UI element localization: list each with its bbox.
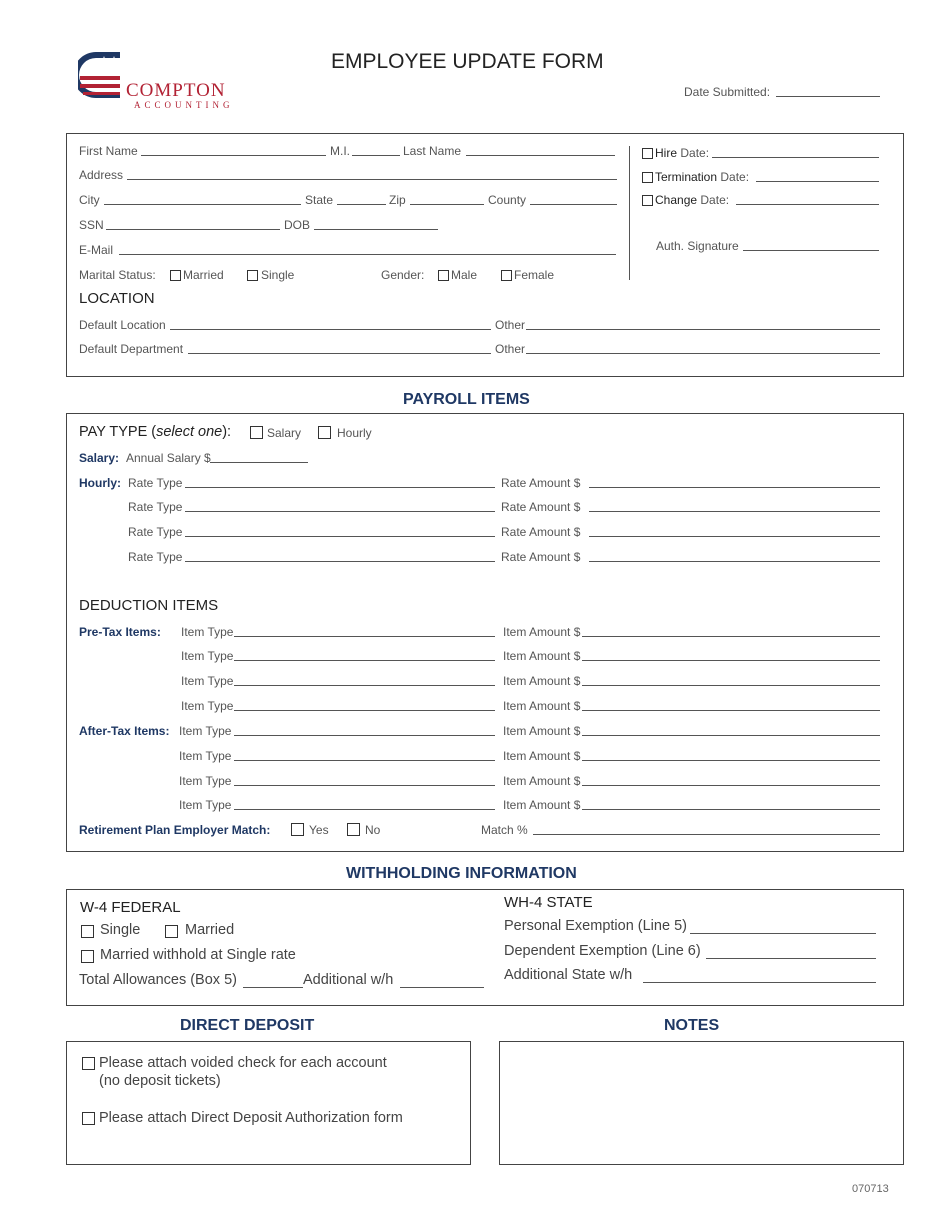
item-amount-label: Item Amount $ <box>503 724 581 738</box>
last-name-label: Last Name <box>403 144 462 158</box>
dob-label: DOB <box>284 218 311 232</box>
retirement-yes-label: Yes <box>309 823 329 837</box>
auth-signature-field[interactable] <box>743 250 879 251</box>
pay-type-heading: PAY TYPE (select one): <box>79 424 232 440</box>
direct-deposit-heading: DIRECT DEPOSIT <box>180 1017 315 1034</box>
item-type-field[interactable] <box>234 660 495 661</box>
rate-amount-field[interactable] <box>589 536 880 537</box>
item-amount-field[interactable] <box>582 685 880 686</box>
rate-amount-field[interactable] <box>589 511 880 512</box>
item-type-label: Item Type <box>179 724 232 738</box>
logo-name: COMPTON <box>126 80 226 101</box>
retirement-no-label: No <box>365 823 381 837</box>
rate-type-field[interactable] <box>185 561 495 562</box>
retirement-match-label: Retirement Plan Employer Match: <box>79 823 271 837</box>
hire-date-field[interactable] <box>712 157 879 158</box>
termination-date-field[interactable] <box>756 181 879 182</box>
match-percent-field[interactable] <box>533 834 880 835</box>
dependent-exemption-label: Dependent Exemption (Line 6) <box>504 943 701 959</box>
logo-c-icon <box>78 50 124 100</box>
federal-single-label: Single <box>100 922 141 938</box>
zip-field[interactable] <box>410 204 484 205</box>
voided-check-checkbox[interactable] <box>82 1057 95 1070</box>
rate-amount-label: Rate Amount $ <box>501 500 581 514</box>
email-label: E-Mail <box>79 243 114 257</box>
gender-label: Gender: <box>381 268 425 282</box>
authorization-form-checkbox[interactable] <box>82 1112 95 1125</box>
salary-checkbox[interactable] <box>250 426 263 439</box>
hire-label: Hire <box>655 146 678 160</box>
additional-state-label: Additional State w/h <box>504 967 633 983</box>
address-label: Address <box>79 168 124 182</box>
male-label: Male <box>451 268 478 282</box>
marital-status-label: Marital Status: <box>79 268 156 282</box>
item-type-label: Item Type <box>181 649 234 663</box>
notes-heading: NOTES <box>664 1017 720 1034</box>
rate-type-label: Rate Type <box>128 476 183 490</box>
item-type-label: Item Type <box>181 674 234 688</box>
default-department-field[interactable] <box>188 353 491 354</box>
date-submitted-field[interactable] <box>776 96 880 97</box>
w4-federal-heading: W-4 FEDERAL <box>80 899 181 916</box>
rate-amount-field[interactable] <box>589 487 880 488</box>
hourly-row-label: Hourly: <box>79 476 121 490</box>
federal-married-checkbox[interactable] <box>165 925 178 938</box>
city-field[interactable] <box>104 204 301 205</box>
rate-type-field[interactable] <box>185 536 495 537</box>
employee-info-section <box>66 133 904 377</box>
hourly-checkbox[interactable] <box>318 426 331 439</box>
mi-field[interactable] <box>352 155 400 156</box>
dependent-exemption-field[interactable] <box>706 958 876 959</box>
single-label: Single <box>261 268 295 282</box>
termination-date-text: Date: <box>720 170 750 184</box>
voided-check-label: Please attach voided check for each account <box>99 1055 387 1071</box>
first-name-label: First Name <box>79 144 138 158</box>
item-type-label: Item Type <box>181 625 234 639</box>
male-checkbox[interactable] <box>438 270 449 281</box>
rate-amount-field[interactable] <box>589 561 880 562</box>
federal-married-label: Married <box>185 922 235 938</box>
rate-type-label: Rate Type <box>128 500 183 514</box>
company-logo <box>78 50 248 112</box>
item-amount-field[interactable] <box>582 785 880 786</box>
authorization-form-label: Please attach Direct Deposit Authorization form <box>99 1110 403 1126</box>
department-other-field[interactable] <box>526 353 880 354</box>
change-date-field[interactable] <box>736 204 879 205</box>
wh4-state-heading: WH-4 STATE <box>504 894 593 911</box>
location-other-label: Other <box>495 318 526 332</box>
rate-amount-label: Rate Amount $ <box>501 550 581 564</box>
county-label: County <box>488 193 527 207</box>
hourly-option-label: Hourly <box>337 426 372 440</box>
email-field[interactable] <box>119 254 616 255</box>
married-single-rate-checkbox[interactable] <box>81 950 94 963</box>
default-location-field[interactable] <box>170 329 491 330</box>
deduction-items-heading: DEDUCTION ITEMS <box>79 597 219 614</box>
pay-type-label: PAY TYPE <box>79 424 148 440</box>
default-location-label: Default Location <box>79 318 166 332</box>
state-label: State <box>305 193 334 207</box>
personal-exemption-label: Personal Exemption (Line 5) <box>504 918 687 934</box>
match-percent-label: Match % <box>481 823 528 837</box>
annual-salary-label: Annual Salary $ <box>126 451 211 465</box>
item-type-field[interactable] <box>234 760 495 761</box>
auth-signature-label: Auth. Signature <box>656 239 739 253</box>
item-amount-field[interactable] <box>582 636 880 637</box>
city-label: City <box>79 193 100 207</box>
item-amount-field[interactable] <box>582 809 880 810</box>
default-department-label: Default Department <box>79 342 184 356</box>
item-amount-field[interactable] <box>582 760 880 761</box>
select-one-note: select one <box>156 424 223 440</box>
item-amount-label: Item Amount $ <box>503 749 581 763</box>
page-title: EMPLOYEE UPDATE FORM <box>331 50 604 73</box>
item-type-field[interactable] <box>234 785 495 786</box>
item-amount-field[interactable] <box>582 710 880 711</box>
item-type-field[interactable] <box>234 710 495 711</box>
salary-option-label: Salary <box>267 426 302 440</box>
salary-row-label: Salary: <box>79 451 120 465</box>
payroll-items-heading: PAYROLL ITEMS <box>403 391 530 408</box>
change-date-label <box>655 193 729 207</box>
total-allowances-label: Total Allowances (Box 5) <box>79 972 237 988</box>
item-type-field[interactable] <box>234 735 495 736</box>
dob-field[interactable] <box>314 229 438 230</box>
zip-label: Zip <box>389 193 406 207</box>
item-amount-field[interactable] <box>582 660 880 661</box>
item-type-label: Item Type <box>179 774 232 788</box>
state-field[interactable] <box>337 204 386 205</box>
federal-single-checkbox[interactable] <box>81 925 94 938</box>
item-amount-label: Item Amount $ <box>503 798 581 812</box>
item-amount-field[interactable] <box>582 735 880 736</box>
after-tax-label: After-Tax Items: <box>79 724 170 738</box>
additional-wh-field[interactable] <box>400 987 484 988</box>
last-name-field[interactable] <box>466 155 615 156</box>
first-name-field[interactable] <box>141 155 326 156</box>
married-checkbox[interactable] <box>170 270 181 281</box>
item-amount-label: Item Amount $ <box>503 649 581 663</box>
rate-amount-label: Rate Amount $ <box>501 525 581 539</box>
address-field[interactable] <box>127 179 617 180</box>
county-field[interactable] <box>530 204 617 205</box>
notes-field[interactable] <box>499 1041 904 1165</box>
female-label: Female <box>514 268 555 282</box>
item-type-label: Item Type <box>181 699 234 713</box>
location-other-field[interactable] <box>526 329 880 330</box>
item-amount-label: Item Amount $ <box>503 699 581 713</box>
female-checkbox[interactable] <box>501 270 512 281</box>
item-type-label: Item Type <box>179 798 232 812</box>
pre-tax-label: Pre-Tax Items: <box>79 625 161 639</box>
no-deposit-tickets-note: (no deposit tickets) <box>99 1073 221 1089</box>
personal-exemption-field[interactable] <box>690 933 876 934</box>
rate-type-field[interactable] <box>185 487 495 488</box>
item-type-label: Item Type <box>179 749 232 763</box>
mi-label: M.I. <box>330 144 350 158</box>
item-amount-label: Item Amount $ <box>503 674 581 688</box>
withholding-heading: WITHHOLDING INFORMATION <box>346 865 577 882</box>
rate-type-label: Rate Type <box>128 525 183 539</box>
married-single-rate-label: Married withhold at Single rate <box>100 947 296 963</box>
additional-wh-label: Additional w/h <box>303 972 394 988</box>
total-allowances-field[interactable] <box>243 987 303 988</box>
date-submitted-label: Date Submitted: <box>684 85 771 99</box>
married-label: Married <box>183 268 224 282</box>
change-checkbox[interactable] <box>642 195 653 206</box>
item-type-field[interactable] <box>234 809 495 810</box>
item-amount-label: Item Amount $ <box>503 625 581 639</box>
rate-amount-label: Rate Amount $ <box>501 476 581 490</box>
change-label: Change <box>655 193 698 207</box>
department-other-label: Other <box>495 342 526 356</box>
change-date-text: Date: <box>700 193 730 207</box>
hire-date-text: Date: <box>680 146 710 160</box>
item-type-field[interactable] <box>234 685 495 686</box>
annual-salary-field[interactable] <box>210 462 308 463</box>
single-checkbox[interactable] <box>247 270 258 281</box>
rate-type-label: Rate Type <box>128 550 183 564</box>
additional-state-field[interactable] <box>643 982 876 983</box>
termination-date-label <box>655 170 749 184</box>
retirement-no-checkbox[interactable] <box>347 823 360 836</box>
logo-subname: ACCOUNTING <box>134 100 234 110</box>
form-code: 070713 <box>852 1183 889 1195</box>
hire-date-label <box>655 146 709 160</box>
item-type-field[interactable] <box>234 636 495 637</box>
status-divider <box>629 146 630 280</box>
rate-type-field[interactable] <box>185 511 495 512</box>
ssn-label: SSN <box>79 218 104 232</box>
ssn-field[interactable] <box>106 229 280 230</box>
hire-checkbox[interactable] <box>642 148 653 159</box>
termination-checkbox[interactable] <box>642 172 653 183</box>
termination-label: Termination <box>655 170 718 184</box>
retirement-yes-checkbox[interactable] <box>291 823 304 836</box>
item-amount-label: Item Amount $ <box>503 774 581 788</box>
location-heading: LOCATION <box>79 290 155 307</box>
